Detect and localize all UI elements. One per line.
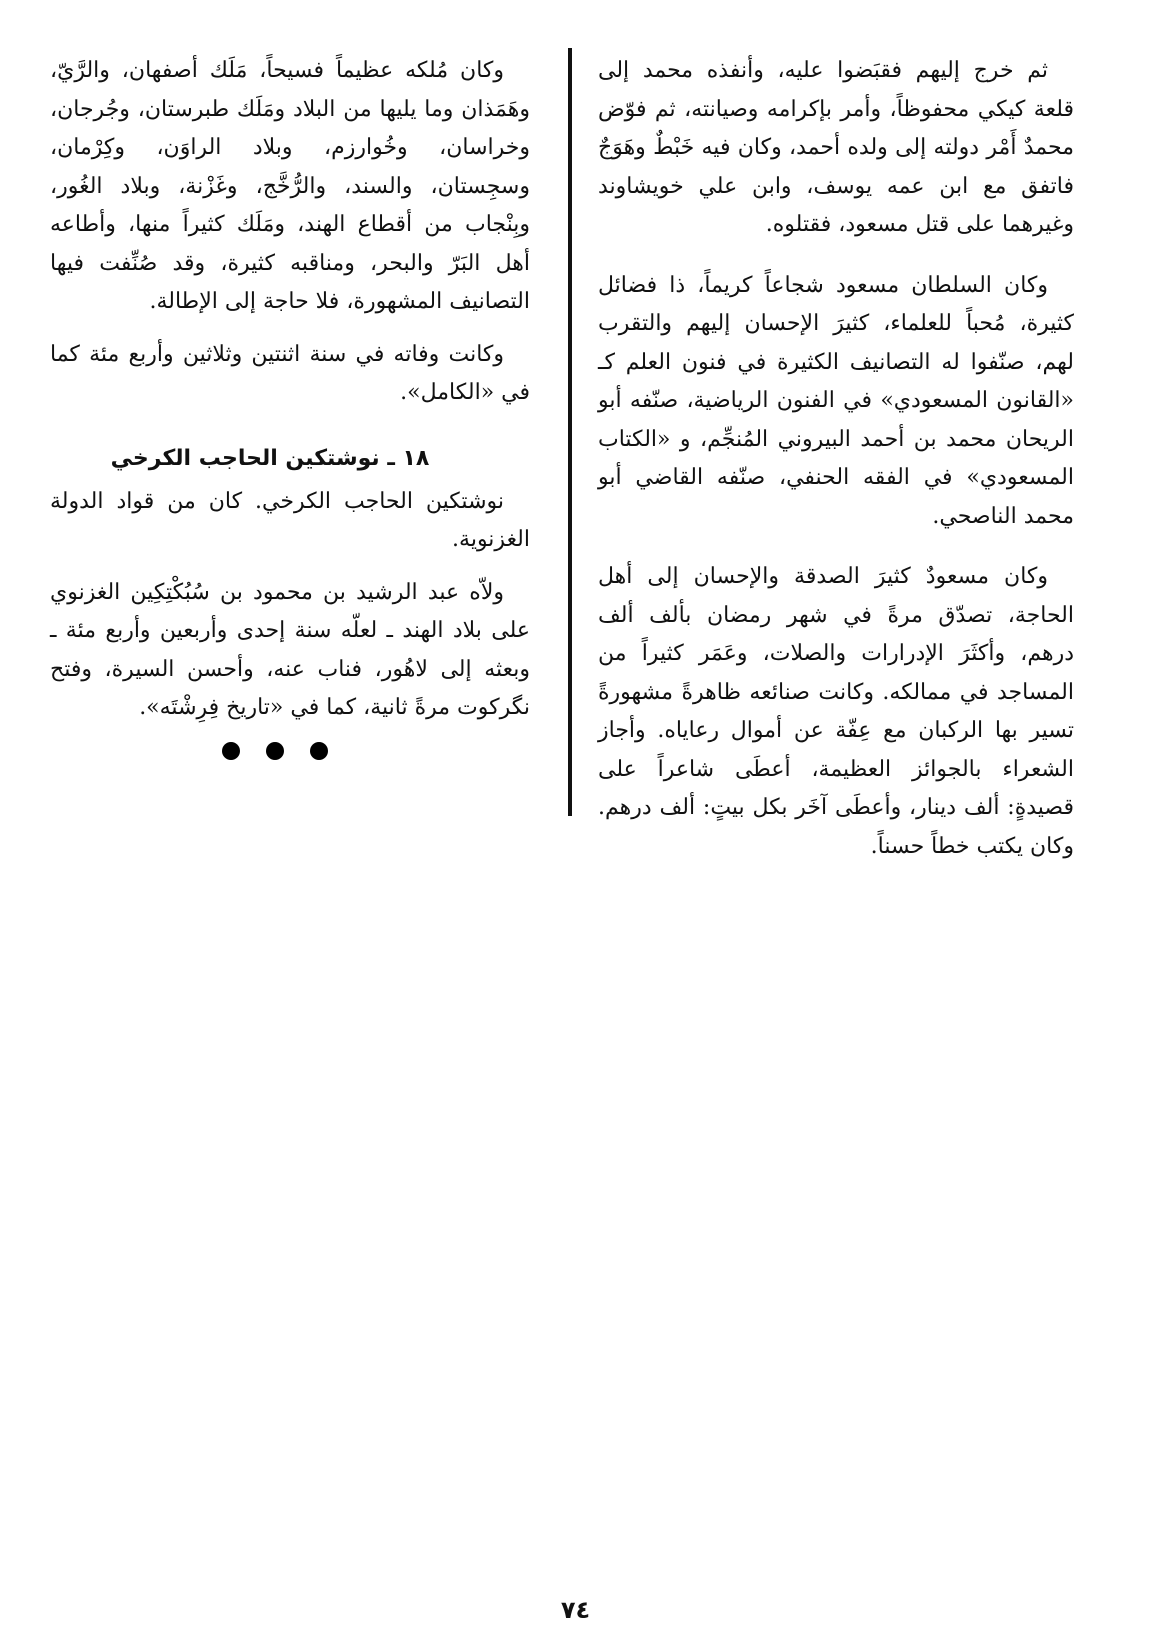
section-heading: ١٨ ـ نوشتكين الحاجب الكرخي	[110, 445, 430, 471]
paragraph: نوشتكين الحاجب الكرخي. كان من قواد الدولة الغزنوية.	[50, 488, 530, 552]
paragraph: ثم خرج إليهم فقبَضوا عليه، وأنفذه محمد إلى قلعة كيكي محفوظاً، وأمر بإكرامه وصيانته، ثم فوّض محمدٌ أَمْر دولته إلى ولده أحمد، وكان فيه خَبْطٌ وهَوَجٌ فاتفق مع ابن عمه يوسف، وابن علي خويشاوند وغيرهما على قتل مسعود، فقتلوه.	[598, 58, 1074, 237]
left-text-column	[50, 52, 530, 760]
right-text-column	[598, 52, 1074, 888]
paragraph: وكان مُلكه عظيماً فسيحاً، مَلَك أصفهان، والرَّيّ، وهَمَذان وما يليها من البلاد ومَلَك طبرستان، وجُرجان، وخراسان، وخُوارزم، وبلاد الراوَن، وكِرْمان، وسجِستان، والسند، والرُّخَّج، وغَزْنة، وبلاد الغُور، وبِنْجاب من أقطاع الهند، ومَلَك كثيراً منها، وأطاعه أهل البَرّ والبحر، ومناقبه كثيرة، وقد صُنِّفت فيها التصانيف المشهورة، فلا حاجة إلى الإطالة.	[50, 58, 530, 314]
column-divider	[568, 48, 572, 816]
page-number: ٧٤	[560, 1596, 591, 1624]
paragraph: ولاّه عبد الرشيد بن محمود بن سُبُكْتِكِين الغزنوي على بلاد الهند ـ لعلّه سنة إحدى وأربعين وأربع مئة ـ وبعثه إلى لاهُور، فناب عنه، وأحسن السيرة، وفتح نگركوت مرةً ثانية، كما في «تاريخ فِرِشْتَه».	[50, 579, 530, 720]
paragraph: وكان مسعودٌ كثيرَ الصدقة والإحسان إلى أهل الحاجة، تصدّق مرةً في شهر رمضان بألف ألف درهم، وأكثَرَ الإدرارات والصلات، وعَمَر كثيراً من المساجد في ممالكه. وكانت صنائعه ظاهرةً مشهورةً تسير بها الركبان مع عِفّة عن أموال رعاياه. وأجاز الشعراء بالجوائز العظيمة، أعطَى شاعراً على قصيدةٍ: ألف دينار، وأعطَى آخَر بكل بيتٍ: ألف درهم. وكان يكتب خطاً حسناً.	[598, 564, 1074, 859]
dot-icon	[266, 742, 284, 760]
paragraph: وكانت وفاته في سنة اثنتين وثلاثين وأربع مئة كما في «الكامل».	[50, 341, 530, 405]
section-end-dots	[50, 742, 530, 760]
dot-icon	[310, 742, 328, 760]
paragraph: وكان السلطان مسعود شجاعاً كريماً، ذا فضائل كثيرة، مُحباً للعلماء، كثيرَ الإحسان إليهم والتقرب لهم، صنّفوا له التصانيف الكثيرة في فنون العلم كـ «القانون المسعودي» في الفنون الرياضية، صنّفه أبو الريحان محمد بن أحمد البيروني المُنجِّم، و «الكتاب المسعودي» في الفقه الحنفي، صنّفه القاضي أبو محمد الناصحي.	[598, 272, 1074, 529]
dot-icon	[222, 742, 240, 760]
